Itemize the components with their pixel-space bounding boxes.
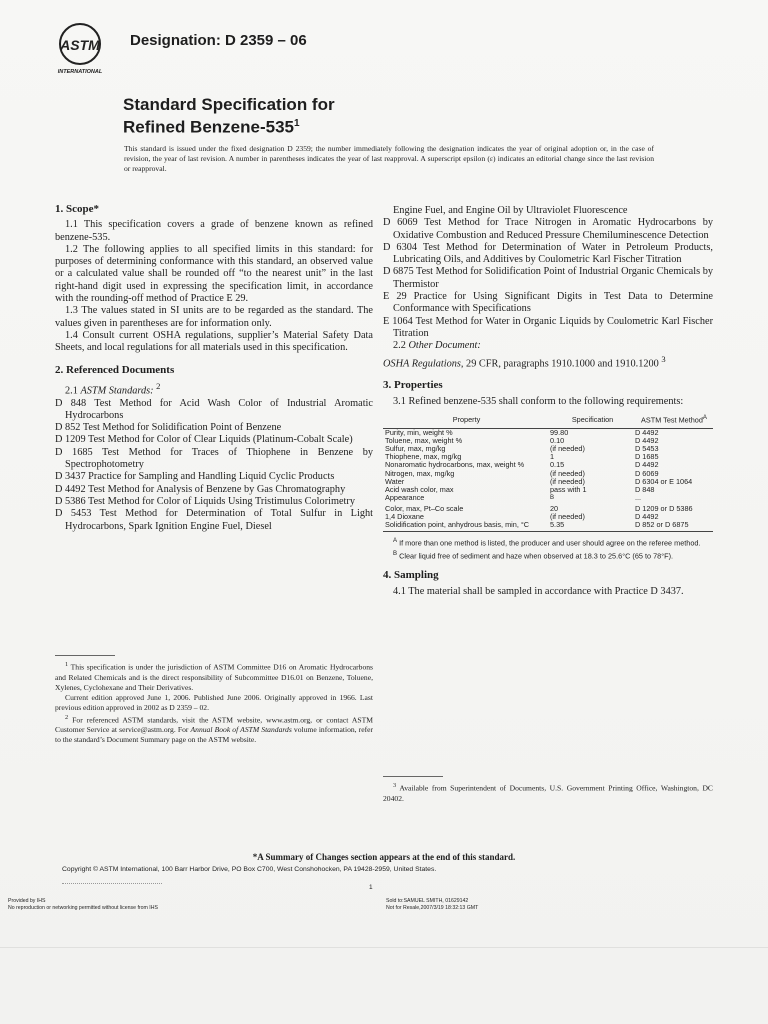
cell-property: Nitrogen, max, mg/kg bbox=[385, 468, 455, 478]
cell-spec: (if needed) bbox=[550, 511, 585, 521]
reference-item: E 29 Practice for Using Significant Digits in Test Data to Determine Conformance with Specifications bbox=[383, 291, 713, 315]
scope-para-1-2: 1.2 The following applies to all specified limits in this standard: for purposes of determining conformance with this standard, an observed value or a calculated value shall be rounded off “to the nearest unit” in the last right-hand digit used in expressing the specification limit, in accordance with the rounding-off method of Practice E 29. bbox=[55, 243, 373, 305]
scope-para-1-1: 1.1 This specification covers a grade of benzene known as refined benzene-535. bbox=[55, 219, 373, 243]
footnote-italic: Annual Book of ASTM Standards bbox=[190, 725, 292, 735]
reference-item: D 1209 Test Method for Color of Clear Liquids (Platinum-Cobalt Scale) bbox=[55, 434, 353, 446]
osha-label: OSHA Regulations, bbox=[383, 357, 464, 369]
title-text: Refined Benzene-535 bbox=[123, 117, 294, 137]
footnote-text: volume information, refer to the standard’s Document Summary page on the ASTM website. bbox=[55, 725, 374, 745]
table-row bbox=[383, 505, 713, 513]
scope-para-1-4: 1.4 Consult current OSHA regulations, supplier’s Material Safety Data Sheets, and local regulations for all materials used in this specification. bbox=[55, 329, 373, 354]
cell-method: D 4492 bbox=[635, 435, 659, 445]
left-column bbox=[55, 203, 373, 533]
cell-method: D 1685 bbox=[635, 452, 659, 462]
footnote-1 bbox=[55, 660, 373, 693]
reference-item: D 852 Test Method for Solidification Point of Benzene bbox=[55, 422, 282, 434]
osha-text: 29 CFR, paragraphs 1910.1000 and 1910.1200 bbox=[466, 357, 659, 369]
astm-standards-label bbox=[55, 380, 373, 398]
cell-spec: 99.80 bbox=[550, 427, 569, 437]
sampling-heading: 4. Sampling bbox=[383, 569, 439, 582]
cell-spec: (if needed) bbox=[550, 443, 585, 453]
note-text: If more than one method is listed, the producer and user should agree on the referee method. bbox=[399, 538, 701, 548]
footnote-1b: Current edition approved June 1, 2006. Published June 2006. Originally approved in 1966. Last previous edition approved in 2002 as D 2359 – 02. bbox=[55, 692, 373, 712]
header-property: Property bbox=[383, 414, 550, 428]
cell-method: D 852 or D 6875 bbox=[635, 521, 713, 532]
sampling-para-4-1: 4.1 The material shall be sampled in accordance with Practice D 3437. bbox=[393, 585, 684, 597]
properties-heading: 3. Properties bbox=[383, 379, 443, 392]
title-footnote-mark: 1 bbox=[294, 118, 300, 129]
reference-item: D 5386 Test Method for Color of Liquids Using Tristimulus Colorimetry bbox=[55, 495, 355, 507]
note-mark: A bbox=[393, 537, 398, 545]
right-footnotes bbox=[383, 776, 713, 804]
cell-spec: (if needed) bbox=[550, 476, 585, 486]
note-mark: B bbox=[393, 549, 398, 557]
copyright-line: Copyright © ASTM International, 100 Barr Harbor Drive, PO Box C700, West Conshohocken, PA 19428-2959, United States. bbox=[62, 866, 437, 873]
footnote-mark: 1 bbox=[65, 661, 69, 668]
reference-item: D 1685 Test Method for Traces of Thiophene in Benzene by Spectrophotometry bbox=[55, 446, 373, 471]
left-footnotes bbox=[55, 655, 373, 745]
cell-property: Purity, min, weight % bbox=[385, 427, 453, 437]
cell-method: D 6304 or E 1064 bbox=[635, 476, 693, 486]
cell-property: Toluene, max, weight % bbox=[385, 435, 463, 445]
footnote-2 bbox=[55, 713, 373, 746]
cell-spec: 0.10 bbox=[550, 435, 565, 445]
document-title bbox=[123, 95, 335, 137]
properties-table bbox=[383, 414, 713, 532]
header-specification: Specification bbox=[550, 414, 635, 428]
cell-spec bbox=[550, 494, 635, 505]
cell-property: Color, max, Pt–Co scale bbox=[385, 503, 464, 513]
cell-spec-note: B bbox=[550, 494, 555, 502]
footnote-mark: 2 bbox=[65, 713, 69, 721]
cell-property: Thiophene, max, mg/kg bbox=[385, 452, 462, 462]
title-line-2 bbox=[123, 114, 335, 137]
cell-spec: 1 bbox=[550, 452, 555, 462]
page-fold-line bbox=[0, 947, 768, 948]
scope-heading: 1. Scope* bbox=[55, 203, 99, 215]
cell-spec: 20 bbox=[550, 503, 559, 513]
subsection-number: 2.1 bbox=[65, 385, 78, 397]
sold-to bbox=[386, 898, 478, 912]
table-note-b bbox=[383, 549, 713, 560]
astm-logo-mark bbox=[48, 22, 118, 78]
table-row bbox=[383, 486, 713, 494]
provided-line-1: Provided by IHS bbox=[8, 898, 46, 904]
cell-property: Appearance bbox=[385, 493, 425, 503]
cell-method: D 5453 bbox=[635, 443, 659, 453]
reference-item: E 1064 Test Method for Water in Organic Liquids by Coulometric Karl Fischer Titration bbox=[383, 315, 713, 339]
table-note-a bbox=[383, 536, 713, 547]
cell-property: Sulfur, max, mg/kg bbox=[385, 443, 446, 453]
title-line-1: Standard Specification for bbox=[123, 95, 335, 114]
subsection-label: ASTM Standards: bbox=[80, 385, 154, 397]
cell-method: D 4492 bbox=[635, 511, 659, 521]
reference-item: D 6875 Test Method for Solidification Point of Industrial Organic Chemicals by Thermistor bbox=[383, 266, 713, 290]
provided-line-2: No reproduction or networking permitted without license from IHS bbox=[8, 905, 158, 911]
footnote-rule bbox=[55, 655, 115, 656]
cell-method: D 848 bbox=[635, 484, 655, 494]
cell-method: D 6069 bbox=[635, 468, 659, 478]
table-header-row bbox=[383, 414, 713, 428]
cell-property: 1,4 Dioxane bbox=[385, 511, 424, 521]
scope-para-1-3: 1.3 The values stated in SI units are to be regarded as the standard. The values given in parentheses are for information only. bbox=[55, 305, 373, 329]
header-method-note: A bbox=[702, 413, 707, 421]
footnote-text: Available from Superintendent of Documents, U.S. Government Printing Office, Washington, DC 20402. bbox=[383, 783, 713, 803]
reference-continued: Engine Fuel, and Engine Oil by Ultraviolet Fluorescence bbox=[393, 205, 628, 216]
footnote-3 bbox=[383, 781, 713, 804]
footnote-text: For referenced ASTM standards, visit the ASTM website, www.astm.org, or contact ASTM Customer Service at service@astm.org. For bbox=[55, 715, 373, 735]
standard-notice: This standard is issued under the fixed designation D 2359; the number immediately following the designation indicates the year of original adoption or, in the case of revision, the year of last revision. A number in parentheses indicates the year of last reapproval. A superscript epsilon (ε) indicates an editorial change since the last revision or reapproval. bbox=[124, 144, 654, 173]
footnote-rule bbox=[383, 776, 443, 777]
references-heading: 2. Referenced Documents bbox=[55, 363, 175, 376]
header-method bbox=[635, 414, 713, 428]
cell-property: Solidification point, anhydrous basis, min, °C bbox=[383, 521, 550, 532]
provided-by bbox=[8, 898, 158, 912]
footnote-mark: 3 bbox=[661, 353, 666, 364]
page-number: 1 bbox=[369, 884, 373, 891]
reference-item: D 4492 Test Method for Analysis of Benzene by Gas Chromatography bbox=[55, 483, 346, 495]
cell-spec: (if needed) bbox=[550, 468, 585, 478]
header-method-text: ASTM Test Method bbox=[641, 415, 703, 425]
logo-subtext: INTERNATIONAL bbox=[57, 69, 103, 75]
cell-spec: 5.35 bbox=[550, 521, 635, 532]
reference-item: D 3437 Practice for Sampling and Handling Liquid Cyclic Products bbox=[55, 471, 335, 483]
cell-property: Nonaromatic hydrocarbons, max, weight % bbox=[385, 460, 525, 470]
cell-method: D 4492 bbox=[635, 460, 659, 470]
astm-logo bbox=[48, 22, 118, 78]
reference-item: D 5453 Test Method for Determination of Total Sulfur in Light Hydrocarbons, Spark Ignition Engine Fuel, Diesel bbox=[55, 508, 373, 532]
reference-item: D 6304 Test Method for Determination of Water in Petroleum Products, Lubricating Oils, and Additives by Coulometric Karl Fischer Titration bbox=[383, 241, 713, 266]
footnote-text: This specification is under the jurisdiction of ASTM Committee D16 on Aromatic Hydrocarbons and Related Chemicals and is the direct responsibility of Subcommittee D16.01 on Benzene, Toluene, Xylenes, Cyclohexane and Their Derivatives. bbox=[55, 662, 374, 692]
designation: Designation: D 2359 – 06 bbox=[130, 32, 307, 49]
cell-spec: pass with 1 bbox=[550, 484, 587, 494]
properties-table-body bbox=[383, 428, 713, 532]
footnote-mark: 2 bbox=[156, 380, 161, 391]
properties-para-3-1: 3.1 Refined benzene-535 shall conform to the following requirements: bbox=[393, 395, 684, 407]
footer-divider bbox=[62, 883, 162, 884]
cell-property: Acid wash color, max bbox=[385, 484, 454, 494]
cell-method: ... bbox=[635, 493, 642, 503]
cell-spec: 0.15 bbox=[550, 460, 565, 470]
cell-method: D 4492 bbox=[635, 427, 659, 437]
other-document-label bbox=[383, 340, 713, 352]
note-text: Clear liquid free of sediment and haze when observed at 18.3 to 25.6°C (65 to 78°F). bbox=[399, 551, 674, 561]
right-column bbox=[383, 205, 713, 598]
cell-property: Water bbox=[385, 476, 405, 486]
summary-of-changes-note: *A Summary of Changes section appears at the end of this standard. bbox=[252, 852, 516, 862]
subsection-number: 2.2 bbox=[393, 340, 406, 352]
cell-method: D 1209 or D 5386 bbox=[635, 503, 693, 513]
table-row bbox=[383, 521, 713, 532]
reference-item: D 6069 Test Method for Trace Nitrogen in Aromatic Hydrocarbons by Oxidative Combustion and Reduced Pressure Chemiluminescence Detection bbox=[383, 217, 713, 241]
sold-line-2: Not for Resale,2007/3/19 18:32:13 GMT bbox=[386, 905, 479, 911]
osha-reference bbox=[383, 353, 713, 371]
subsection-label: Other Document: bbox=[408, 340, 481, 352]
logo-text: ASTM bbox=[60, 37, 100, 53]
reference-item: D 848 Test Method for Acid Wash Color of Industrial Aromatic Hydrocarbons bbox=[55, 397, 373, 421]
footnote-mark: 3 bbox=[393, 782, 397, 789]
sold-line-1: Sold to:SAMUEL SMITH, 01629142 bbox=[386, 898, 469, 904]
